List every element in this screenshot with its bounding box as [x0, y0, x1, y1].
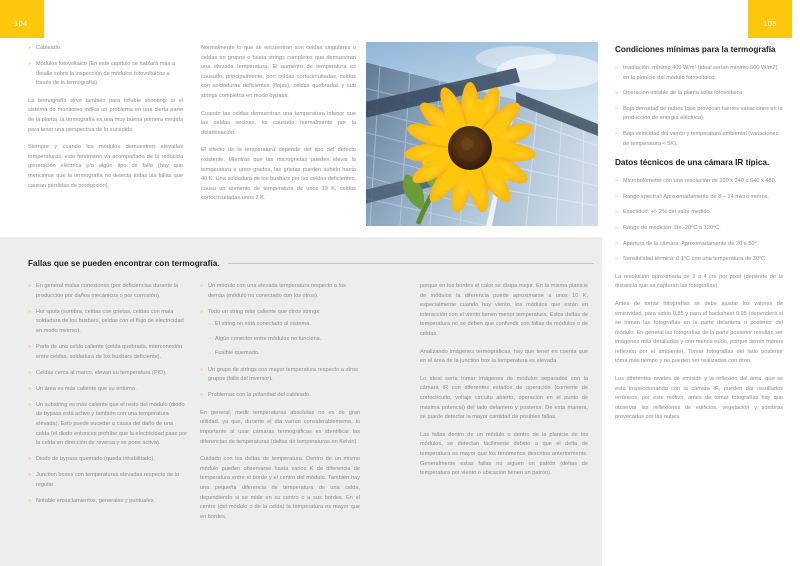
- sub-list-item: · El string no está conectado al sistema.: [208, 320, 360, 330]
- paragraph: Cuidado con los deltas de temperatura. Dentro de un mismo módulo pueden observarse hasta varios K de diferencia de temperatura entre el borde y el centro del módulo. También hay una pequeña diferencia de temperatura de una celda, dependiendo si se mide en su centro o a sus bordes. En el centro (del módulo o de la celda) la temperatura es mayor que en bordes,: [200, 456, 360, 520]
- paragraph: Analizando imágenes termográficas, hay que tener en cuenta que en el área de la junction box la temperatura es elevada.: [420, 348, 588, 365]
- left-bullet-list: [28, 44, 183, 89]
- list-item: » Hot spots (sombra, celdas con grietas, celdas con mala soldadura de los busbars, celdas con el flujo de electricidad en modo inverso).: [28, 308, 188, 337]
- folio-right-number: 105: [763, 19, 777, 28]
- paragraph: Las fallas dentro de un módulo o dentro de la planicie de los módulos, se detectan fácilmente debido a que el delta de temperatura es mayor que los fenómenos descritos anteriormente. Generalmente estas fallas no siguen un patrón (deltas de temperatura por viento o ubicación tienen un patrón).: [420, 431, 588, 477]
- list-item: » Baja densidad de nubes (que provocan fuertes variaciones en la producción de energía eléctrica).: [615, 105, 783, 124]
- list-item: » Un módulo con una elevada temperatura respecto a los demás (módulo no conectado con los otros).: [200, 282, 360, 301]
- paragraph: La termografía sirve también para trouble shooting: si el sistema de monitoreo indica un problema en una cierta parte de la planta, la termografía es una muy buena primera medida para tener una perspectiva de lo sucedido.: [28, 97, 183, 133]
- paragraph: Los diferentes niveles de emisión y la reflexión del área, que se está inspeccionando con la cámara IR, pueden dar resultados erróneos, por este motivo, antes de tomar fotografías hay que observar las reflexiones de edificios, vegetación y sombras provocadas por las nubes.: [615, 376, 783, 421]
- paragraph: La resolución aproximada de 2 a 4 cm por pixel (depende de la distancia que se capturan las fotografías).: [615, 273, 783, 290]
- section-title: Fallas que se pueden encontrar con termografía.: [28, 259, 220, 268]
- column-middle: [201, 44, 356, 212]
- list-item: » Microbolómetro con una resolución de 320 x 240 o 640 x 480.: [615, 177, 783, 187]
- sunflower-solar-panels-photo: [366, 42, 598, 226]
- sidebar-list-2: [615, 177, 783, 265]
- sub-list-item: · Fusible quemado.: [208, 349, 360, 359]
- paragraph: En general, medir temperaturas absolutas no es de gran utilidad, ya que, durante el día varían considerablemente, lo importante al usar cámaras termográficas es identificar las diferencias de temperaturas (deltas de temperaturas en Kelvin).: [200, 409, 360, 445]
- paragraph: Lo ideal sería tomar imágenes de módulos separados con la cámara IR con diferentes estados de operación (corriente de cortocircuito, voltaje circuito abierto, operación en el punto de máxima potencia) del lado delantero y posterior. De esta manera, se puede detectar la mayor cantidad de posibles fallas.: [420, 375, 588, 421]
- paragraph: Cuando las celdas demuestran una temperatura inferior que las celdas vecinas, es causado normalmente por la delaminación.: [201, 110, 356, 136]
- folio-left: [0, 0, 44, 38]
- list-item: » Rango de medición: De -20°C a 120°C.: [615, 224, 783, 234]
- fallas-column-3: [420, 282, 588, 487]
- list-item: » Un substring es más caliente que el resto del módulo (diodo de bypass está activo y también con una temperatura elevada). Esto puede suceder a causa del daño de una celda (el diodo entonces prohíbe que la electricidad pase por la celda en dirección de reversa y se pone activa).: [28, 401, 188, 449]
- list-item: » Junction boxes con temperaturas elevadas respecto de lo regular.: [28, 471, 188, 490]
- list-item: » Diodo de bypass quemado (queda inhabilitado).: [28, 455, 188, 465]
- heading-rule: [228, 263, 594, 264]
- list-item: » En general malas conexiones (por deficiencias durante la producción por daños mecánicos o por corrosión).: [28, 282, 188, 301]
- sidebar-heading-2: Datos técnicos de una cámara IR típica.: [615, 158, 770, 168]
- list-item: » Módulos fotovoltaico (En este capítulo se hablará más a detalle sobre la inspección de módulos fotovoltaicos a través de la termografía).: [28, 60, 183, 89]
- fallas-sub-list: [208, 320, 360, 359]
- sidebar: [615, 44, 783, 423]
- list-item: » Celdas cerca al marco, elevan su temperatura (PID).: [28, 369, 188, 379]
- list-item: » Irradiación: mínimo 400 W/m² (ideal serían mínimo 600 W/m2) en la planicie del módulo fotovoltaico.: [615, 64, 783, 83]
- list-item: » Problemas con la polaridad del cableado.: [200, 391, 360, 401]
- list-item: » Apertura de la cámara: Aproximadamente de 20 a 50°.: [615, 240, 783, 250]
- list-item: » Cableado.: [28, 44, 183, 54]
- paragraph: Antes de tomar fotografías se debe ajustar los valores de emisividad, para vidrio 0,85 y para el backsheet 0,95 (dependerá si se toman las fotografías en la parte delantera o posterior del módulo. En general las fotografías de la parte posterior resultan ser imágenes más detalladas y con menos ruido, porque tienen menos reflexión por el ambiente). Tomar fotografías del lado posterior toma más tiempo y no pueden ser realizadas con dron.: [615, 300, 783, 365]
- list-item: » Baja velocidad del viento y temperatura ambiental (variaciones de temperatura < 5K).: [615, 130, 783, 149]
- fallas-list-2: [200, 282, 360, 401]
- fallas-column-1: [28, 282, 188, 515]
- folio-left-number: 104: [14, 19, 28, 28]
- paragraph: El efecto de la temperatura depende del tipo del defecto existente. Mientras que las microgrietas pueden elevar la temperatura a unos grados, las grietas pueden subirlo hasta 40 K. Una soldadura de los busbars por las celdas deficientes, causa un aumento de temperatura de unos 10 K, celdas cortocircuitadas unos 2 K.: [201, 147, 356, 202]
- paragraph: Siempre y cuando los módulos demuestren elevadas temperaturas, este fenómeno va acompañado de la reducida generación eléctrica y/o algún tipo de falla (hay que mencionar que la termografía no detecta todas las fallas que causan pérdidas de producción).: [28, 144, 183, 189]
- list-item-label: Todo un string más caliente que otros strings:: [208, 308, 321, 315]
- list-item: » Un área es más caliente que su entorno.: [28, 385, 188, 395]
- folio-right: [748, 0, 792, 38]
- paragraph: Normalmente lo que se encuentran son celdas singulares o celdas en grupos o hasta strings completos que demuestran una elevada temperatura. El aumento de temperatura es causado, principalmente, por: celdas cortocircuitadas, celdas con soldaduras deficientes (flojas), celdas quebradas y sub strings completos en modo bypass.: [201, 45, 356, 99]
- list-item: » Rango spectral: Aproximadamente de 8 – 14 micro metros.: [615, 193, 783, 203]
- list-item: » Sensibilidad térmica: 0,1°C con una temperatura de 30°C.: [615, 255, 783, 265]
- fallas-list-1: [28, 282, 188, 507]
- list-item: » Operación estable de la planta solar fotovoltaica.: [615, 89, 783, 99]
- sidebar-list-1: [615, 64, 783, 149]
- sidebar-heading-1: Condiciones mínimas para la termografía: [615, 45, 776, 54]
- list-item: » Un grupo de strings con mayor temperatura respecto a otros grupos (falla del inversor).: [200, 366, 360, 385]
- list-item: [200, 308, 360, 359]
- paragraph: porque en los bordes el calor se disipa mejor. En la misma planicie de módulos la diferencia puede aproximarse a unos 10 K, especialmente cuando hay viento, los módulos que están en interacción con el viento tienen menor temperatura. Estos deltas de temperatura no se deben que confundir con fallas de módulos o de celdas.: [420, 283, 588, 337]
- list-item: » Notable ensuciamientos, generales y puntuales.: [28, 497, 188, 507]
- sub-list-item: · Algún conector entre módulos no funciona.: [208, 335, 360, 345]
- fallas-column-2: [200, 282, 360, 530]
- list-item: » Exactidud: +/- 2% del valor medido.: [615, 208, 783, 218]
- list-item: » Parte de una celda caliente (celda quebrada, interconexión entre celdas, soldadura de los busbars deficiente).: [28, 343, 188, 362]
- fallas-heading-row: [28, 258, 594, 269]
- column-left: [28, 44, 183, 199]
